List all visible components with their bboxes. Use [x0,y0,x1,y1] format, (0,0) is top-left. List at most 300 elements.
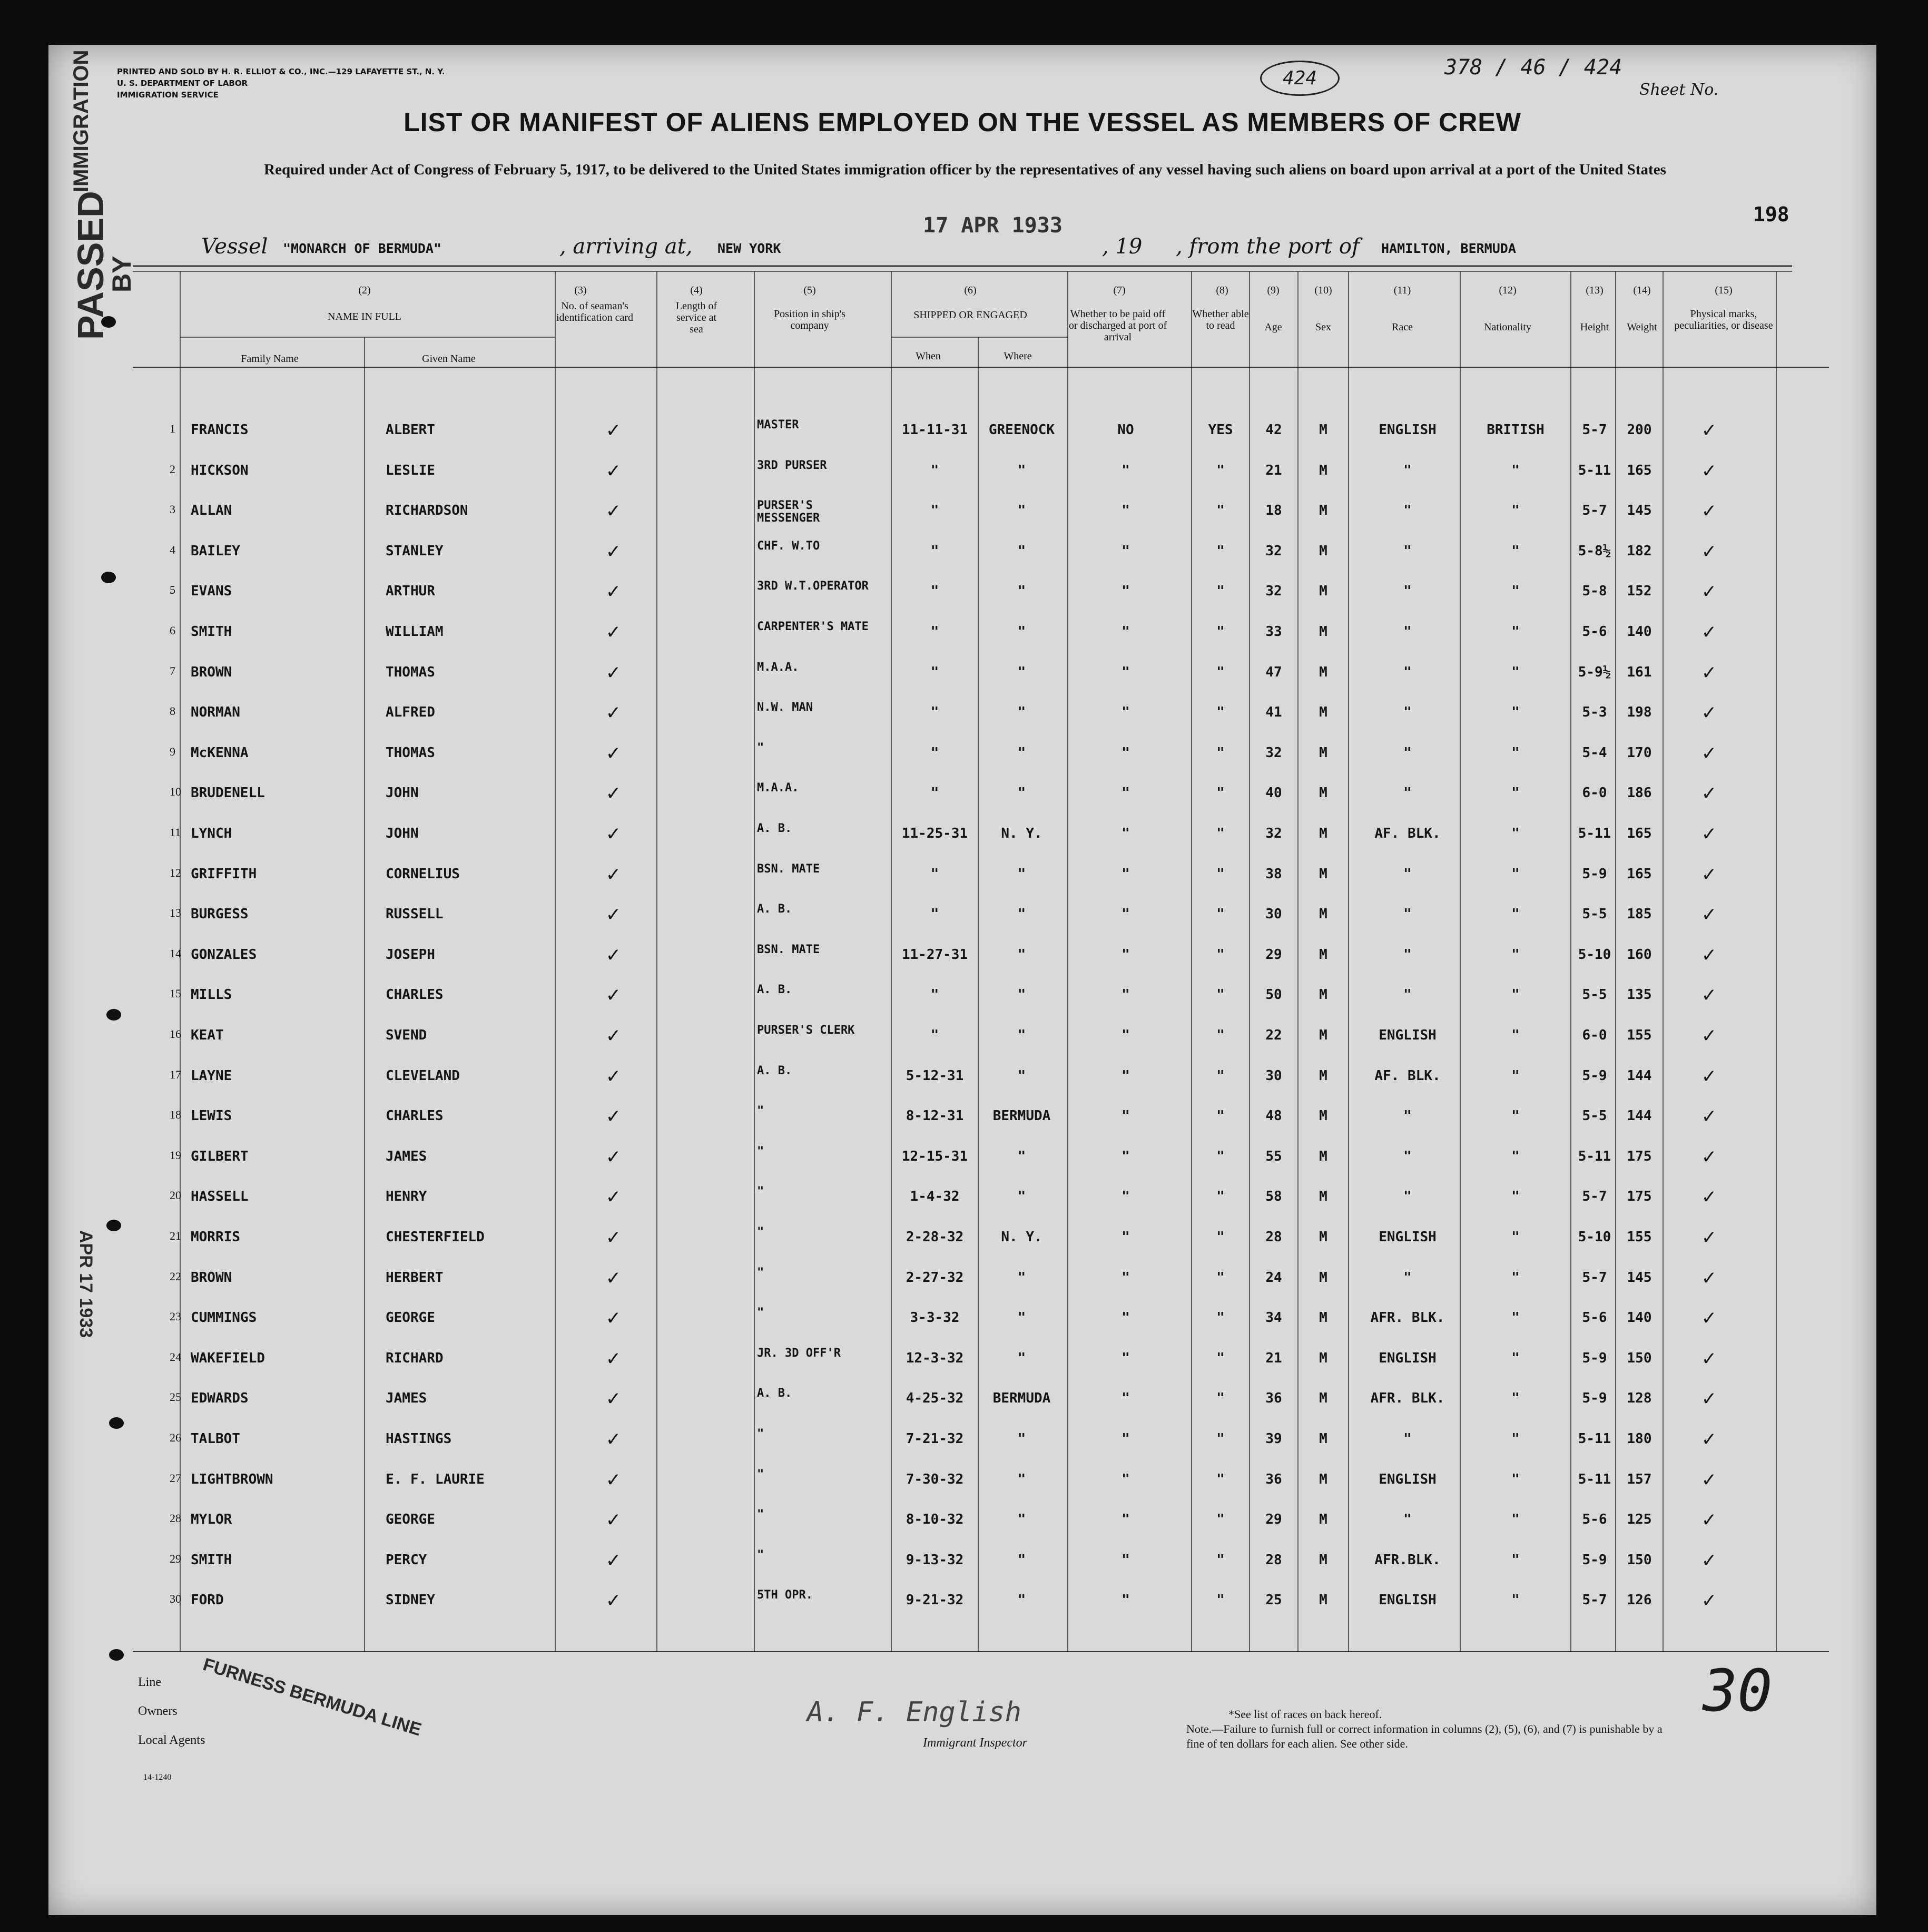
col-paid-off: Whether to be paid off or discharged at port of arrival [1068,308,1167,343]
col-number: (6) [964,285,977,296]
date-stamp-side: APR 17 1933 [76,1230,96,1338]
cell-sex: M [1319,906,1327,923]
cell-race: AF. BLK. [1374,1067,1441,1084]
cell-height: 5-9 [1582,1350,1607,1366]
cell-sex: M [1319,1310,1327,1326]
cell-nat: " [1511,1471,1520,1487]
cell-family: BRUDENELL [191,785,265,801]
cell-sex: M [1319,624,1327,640]
cell-read: " [1216,1189,1225,1205]
cell-family: HASSELL [191,1189,249,1205]
cell-n: 30 [170,1592,181,1606]
vessel-name: "MONARCH OF BERMUDA" [283,241,442,256]
cell-age: 58 [1265,1189,1282,1205]
cell-height: 5-8 [1582,583,1607,600]
id-card-check-mark: ✓ [607,1184,620,1209]
printer-line: U. S. DEPARTMENT OF LABOR [117,79,248,88]
printer-line: PRINTED AND SOLD BY H. R. ELLIOT & CO., INC.—129 LAFAYETTE ST., N. Y. [117,67,445,76]
cell-paid: NO [1117,422,1134,438]
cell-age: 18 [1265,503,1282,519]
id-card-check-mark: ✓ [607,1265,620,1290]
cell-given: RUSSELL [386,906,444,923]
cell-family: BURGESS [191,906,249,923]
cell-age: 24 [1265,1269,1282,1286]
cell-paid: " [1122,503,1130,519]
cell-race: " [1403,503,1412,519]
cell-when: " [930,987,939,1003]
cell-weight: 135 [1627,987,1652,1003]
cell-when: 9-21-32 [906,1592,964,1609]
cell-where: N. Y. [1001,1229,1042,1245]
cell-read: " [1216,1027,1225,1043]
cell-height: 5-7 [1582,503,1607,519]
cell-n: 9 [170,744,175,758]
cell-where: BERMUDA [992,1390,1051,1407]
sheet-no-label: Sheet No. [1639,81,1719,99]
cell-weight: 165 [1627,462,1652,478]
handwritten-codes: 378 / 46 / 424 [1444,55,1622,80]
cell-nat: " [1511,826,1520,841]
manifest-table [48,45,1876,1915]
cell-where: " [1017,1269,1026,1286]
marks-check-mark: ✓ [1703,1144,1716,1169]
col-where: Where [1004,350,1032,362]
cell-where: " [1017,866,1026,882]
col-shipped: SHIPPED OR ENGAGED [913,309,1027,321]
cell-paid: " [1122,866,1130,882]
cell-weight: 128 [1627,1390,1652,1407]
cell-paid: " [1122,987,1130,1003]
cell-height: 6-0 [1582,1027,1607,1043]
col-number: (13) [1586,285,1604,296]
cell-family: MILLS [191,987,232,1003]
cell-family: EVANS [191,583,232,600]
cell-age: 50 [1265,987,1282,1003]
cell-paid: " [1122,946,1130,963]
cell-height: 5-8½ [1578,543,1611,559]
cell-weight: 165 [1627,866,1652,882]
marks-check-mark: ✓ [1703,1306,1716,1330]
id-card-check-mark: ✓ [607,1467,620,1492]
cell-age: 25 [1265,1592,1282,1609]
cell-paid: " [1122,1229,1130,1245]
id-card-check-mark: ✓ [607,579,620,604]
marks-check-mark: ✓ [1703,1265,1716,1290]
cell-weight: 125 [1627,1512,1652,1528]
cell-sex: M [1319,503,1327,519]
cell-given: HENRY [386,1189,427,1205]
form-title: LIST OR MANIFEST OF ALIENS EMPLOYED ON THE VESSEL AS MEMBERS OF CREW [404,107,1521,137]
cell-weight: 175 [1627,1189,1652,1205]
cell-height: 5-7 [1582,422,1607,438]
cell-height: 5-4 [1582,744,1607,761]
cell-sex: M [1319,664,1327,680]
id-card-check-mark: ✓ [607,902,620,927]
cell-race: " [1403,906,1412,923]
cell-position: " [757,1104,764,1118]
cell-position: MASTER [757,418,799,431]
cell-paid: " [1122,664,1130,680]
cell-where: " [1017,1189,1026,1205]
cell-n: 25 [170,1390,181,1404]
id-card-check-mark: ✓ [607,781,620,806]
cell-nat: " [1511,1189,1520,1205]
cell-when: 3-3-32 [910,1310,960,1326]
cell-when: " [930,906,939,923]
cell-given: HERBERT [386,1269,444,1286]
cell-read: " [1216,826,1225,841]
cell-weight: 140 [1627,624,1652,640]
cell-age: 30 [1265,1067,1282,1084]
marks-check-mark: ✓ [1703,1023,1716,1047]
cell-when: " [930,503,939,519]
cell-sex: M [1319,826,1327,841]
col-name-in-full: NAME IN FULL [328,311,401,322]
cell-where: " [1017,906,1026,923]
cell-position: " [757,1508,764,1522]
cell-paid: " [1122,1471,1130,1487]
cell-paid: " [1122,1189,1130,1205]
cell-sex: M [1319,1027,1327,1043]
cell-position: A. B. [757,1387,792,1400]
cell-weight: 186 [1627,785,1652,801]
marks-check-mark: ✓ [1703,1427,1716,1451]
cell-family: BROWN [191,664,232,680]
cell-height: 5-11 [1578,462,1611,478]
cell-where: " [1017,503,1026,519]
cell-age: 55 [1265,1148,1282,1164]
cell-when: 12-15-31 [901,1148,968,1164]
id-card-check-mark: ✓ [607,1346,620,1370]
cell-paid: " [1122,624,1130,640]
id-card-check-mark: ✓ [607,538,620,563]
cell-n: 27 [170,1471,181,1485]
cell-nat: " [1511,1229,1520,1245]
cell-n: 15 [170,987,181,1001]
cell-given: HASTINGS [386,1431,452,1447]
cell-read: " [1216,1592,1225,1609]
cell-n: 6 [170,624,175,637]
cell-given: SIDNEY [386,1592,435,1609]
cell-race: ENGLISH [1379,1471,1437,1487]
col-age: Age [1264,321,1282,333]
cell-weight: 145 [1627,1269,1652,1286]
cell-when: 11-27-31 [901,946,968,963]
cell-nat: " [1511,1592,1520,1609]
marks-check-mark: ✓ [1703,1507,1716,1532]
cell-race: ENGLISH [1379,1027,1437,1043]
marks-check-mark: ✓ [1703,781,1716,806]
cell-when: 7-21-32 [906,1431,964,1447]
owners-label: Owners [138,1704,178,1718]
cell-paid: " [1122,1310,1130,1326]
id-card-check-mark: ✓ [607,740,620,765]
cell-read: " [1216,543,1225,559]
cell-age: 32 [1265,744,1282,761]
cell-position: " [757,1144,764,1158]
cell-age: 32 [1265,583,1282,600]
cell-height: 5-6 [1582,1512,1607,1528]
marks-check-mark: ✓ [1703,538,1716,563]
cell-given: JOHN [386,826,419,841]
cell-sex: M [1319,1148,1327,1164]
vessel-label: Vessel [201,234,268,259]
cell-read: " [1216,664,1225,680]
cell-when: 4-25-32 [906,1390,964,1407]
line-stamp: FURNESS BERMUDA LINE [200,1654,424,1740]
cell-position: A. B. [757,983,792,997]
cell-height: 5-6 [1582,1310,1607,1326]
cell-position: CARPENTER'S MATE [757,620,869,633]
cell-family: ALLAN [191,503,232,519]
cell-paid: " [1122,1390,1130,1407]
cell-where: " [1017,1067,1026,1084]
cell-family: HICKSON [191,462,249,478]
cell-when: 8-12-31 [906,1108,964,1124]
cell-age: 28 [1265,1552,1282,1568]
marks-check-mark: ✓ [1703,740,1716,765]
cell-given: JAMES [386,1148,427,1164]
cell-nat: " [1511,664,1520,680]
cell-family: LIGHTBROWN [191,1471,273,1487]
cell-position: JR. 3D OFF'R [757,1346,841,1360]
cell-where: " [1017,583,1026,600]
id-card-check-mark: ✓ [607,1588,620,1613]
cell-weight: 152 [1627,583,1652,600]
cell-height: 6-0 [1582,785,1607,801]
cell-age: 33 [1265,624,1282,640]
cell-where: " [1017,704,1026,721]
marks-check-mark: ✓ [1703,579,1716,604]
marks-check-mark: ✓ [1703,498,1716,523]
cell-sex: M [1319,1592,1327,1609]
cell-position: A. B. [757,1064,792,1077]
cell-position: 3RD PURSER [757,458,827,472]
cell-position: " [757,1467,764,1481]
cell-race: AF. BLK. [1374,826,1441,841]
cell-given: WILLIAM [386,624,444,640]
cell-weight: 145 [1627,503,1652,519]
cell-weight: 200 [1627,422,1652,438]
cell-nat: " [1511,785,1520,801]
cell-age: 32 [1265,543,1282,559]
cell-sex: M [1319,583,1327,600]
cell-position: N.W. MAN [757,701,813,714]
cell-race: AFR.BLK. [1374,1552,1441,1568]
id-card-check-mark: ✓ [607,620,620,644]
marks-check-mark: ✓ [1703,902,1716,927]
cell-position: " [757,1306,764,1320]
cell-height: 5-11 [1578,1148,1611,1164]
cell-paid: " [1122,1148,1130,1164]
col-number: (2) [358,285,371,296]
cell-position: " [757,1548,764,1562]
marks-check-mark: ✓ [1703,700,1716,725]
cell-n: 24 [170,1350,181,1364]
cell-read: " [1216,1269,1225,1286]
col-physical-marks: Physical marks, peculiarities, or disease [1674,308,1773,331]
cell-race: " [1403,664,1412,680]
cell-family: BROWN [191,1269,232,1286]
cell-where: " [1017,1552,1026,1568]
note-penalty: Note.—Failure to furnish full or correct information in columns (2), (5), (6), and (7) is punishable by a fine of ten dollars for each alien. See other side. [1186,1722,1663,1750]
cell-read: " [1216,785,1225,801]
cell-given: PERCY [386,1552,427,1568]
cell-read: " [1216,1148,1225,1164]
cell-nat: BRITISH [1487,422,1545,438]
cell-when: " [930,624,939,640]
cell-age: 36 [1265,1471,1282,1487]
cell-where: " [1017,1471,1026,1487]
cell-sex: M [1319,946,1327,963]
cell-paid: " [1122,906,1130,923]
cell-height: 5-11 [1578,1471,1611,1487]
col-number: (12) [1499,285,1517,296]
marks-check-mark: ✓ [1703,821,1716,846]
cell-where: " [1017,1592,1026,1609]
cell-n: 26 [170,1431,181,1444]
cell-n: 29 [170,1552,181,1565]
note-races: *See list of races on back hereof. [1228,1708,1382,1721]
cell-weight: 180 [1627,1431,1652,1447]
cell-height: 5-11 [1578,1431,1611,1447]
cell-given: CORNELIUS [386,866,460,882]
cell-family: FORD [191,1592,224,1609]
cell-paid: " [1122,1067,1130,1084]
cell-weight: 150 [1627,1350,1652,1366]
cell-read: " [1216,987,1225,1003]
departure-port: HAMILTON, BERMUDA [1381,241,1516,256]
cell-n: 20 [170,1189,181,1202]
cell-race: " [1403,704,1412,721]
id-card-check-mark: ✓ [607,942,620,967]
cell-sex: M [1319,1471,1327,1487]
cell-family: WAKEFIELD [191,1350,265,1366]
id-card-check-mark: ✓ [607,418,620,442]
cell-where: " [1017,1512,1026,1528]
cell-weight: 144 [1627,1108,1652,1124]
cell-read: " [1216,503,1225,519]
cell-race: " [1403,946,1412,963]
cell-sex: M [1319,785,1327,801]
cell-family: SMITH [191,624,232,640]
cell-paid: " [1122,785,1130,801]
id-card-check-mark: ✓ [607,1225,620,1249]
cell-family: FRANCIS [191,422,249,438]
col-when: When [916,350,941,362]
cell-read: " [1216,1431,1225,1447]
cell-weight: 160 [1627,946,1652,963]
cell-read: " [1216,462,1225,478]
cell-n: 7 [170,664,175,678]
cell-position: 5TH OPR. [757,1588,813,1602]
cell-n: 2 [170,462,175,476]
cell-sex: M [1319,543,1327,559]
cell-where: " [1017,946,1026,963]
cell-n: 13 [170,906,181,920]
cell-family: CUMMINGS [191,1310,257,1326]
id-card-check-mark: ✓ [607,1386,620,1411]
cell-age: 41 [1265,704,1282,721]
cell-race: " [1403,744,1412,761]
local-agents-label: Local Agents [138,1733,205,1747]
inspector-signature: A. F. English [807,1696,1021,1728]
cell-height: 5-6 [1582,624,1607,640]
id-card-check-mark: ✓ [607,861,620,886]
col-height: Height [1580,321,1609,333]
cell-when: " [930,664,939,680]
cell-age: 39 [1265,1431,1282,1447]
col-nationality: Nationality [1484,321,1531,333]
cell-where: " [1017,1310,1026,1326]
cell-sex: M [1319,744,1327,761]
cell-where: " [1017,785,1026,801]
cell-race: " [1403,462,1412,478]
cell-given: CHARLES [386,987,444,1003]
cell-read: " [1216,866,1225,882]
cell-nat: " [1511,1512,1520,1528]
cell-race: " [1403,1108,1412,1124]
cell-age: 34 [1265,1310,1282,1326]
cell-where: " [1017,1350,1026,1366]
cell-given: THOMAS [386,744,435,761]
cell-paid: " [1122,1431,1130,1447]
cell-race: ENGLISH [1379,1350,1437,1366]
cell-sex: M [1319,1552,1327,1568]
cell-n: 12 [170,866,181,879]
col-family-name: Family Name [241,353,299,365]
cell-read: " [1216,1512,1225,1528]
cell-sex: M [1319,1067,1327,1084]
col-number: (11) [1393,285,1411,296]
cell-n: 14 [170,946,181,960]
cell-read: " [1216,1067,1225,1084]
cell-age: 47 [1265,664,1282,680]
marks-check-mark: ✓ [1703,620,1716,644]
cell-family: SMITH [191,1552,232,1568]
cell-nat: " [1511,1552,1520,1568]
cell-read: " [1216,906,1225,923]
cell-nat: " [1511,946,1520,963]
cell-race: " [1403,1512,1412,1528]
cell-when: " [930,1027,939,1043]
cell-paid: " [1122,1592,1130,1609]
arriving-label: , arriving at, [559,234,693,259]
cell-weight: 155 [1627,1027,1652,1043]
id-card-check-mark: ✓ [607,498,620,523]
cell-race: ENGLISH [1379,422,1437,438]
cell-nat: " [1511,1431,1520,1447]
cell-read: " [1216,1390,1225,1407]
cell-position: BSN. MATE [757,862,820,876]
cell-given: CHESTERFIELD [386,1229,485,1245]
col-number: (15) [1715,285,1733,296]
cell-given: ARTHUR [386,583,435,600]
cell-height: 5-7 [1582,1189,1607,1205]
cell-n: 1 [170,422,175,435]
col-number: (8) [1216,285,1228,296]
cell-when: 2-27-32 [906,1269,964,1286]
cell-nat: " [1511,1067,1520,1084]
cell-where: " [1017,1431,1026,1447]
line-label: Line [138,1675,161,1689]
cell-sex: M [1319,1189,1327,1205]
cell-age: 36 [1265,1390,1282,1407]
cell-race: " [1403,624,1412,640]
cell-given: SVEND [386,1027,427,1043]
cell-n: 3 [170,503,175,516]
cell-when: 8-10-32 [906,1512,964,1528]
